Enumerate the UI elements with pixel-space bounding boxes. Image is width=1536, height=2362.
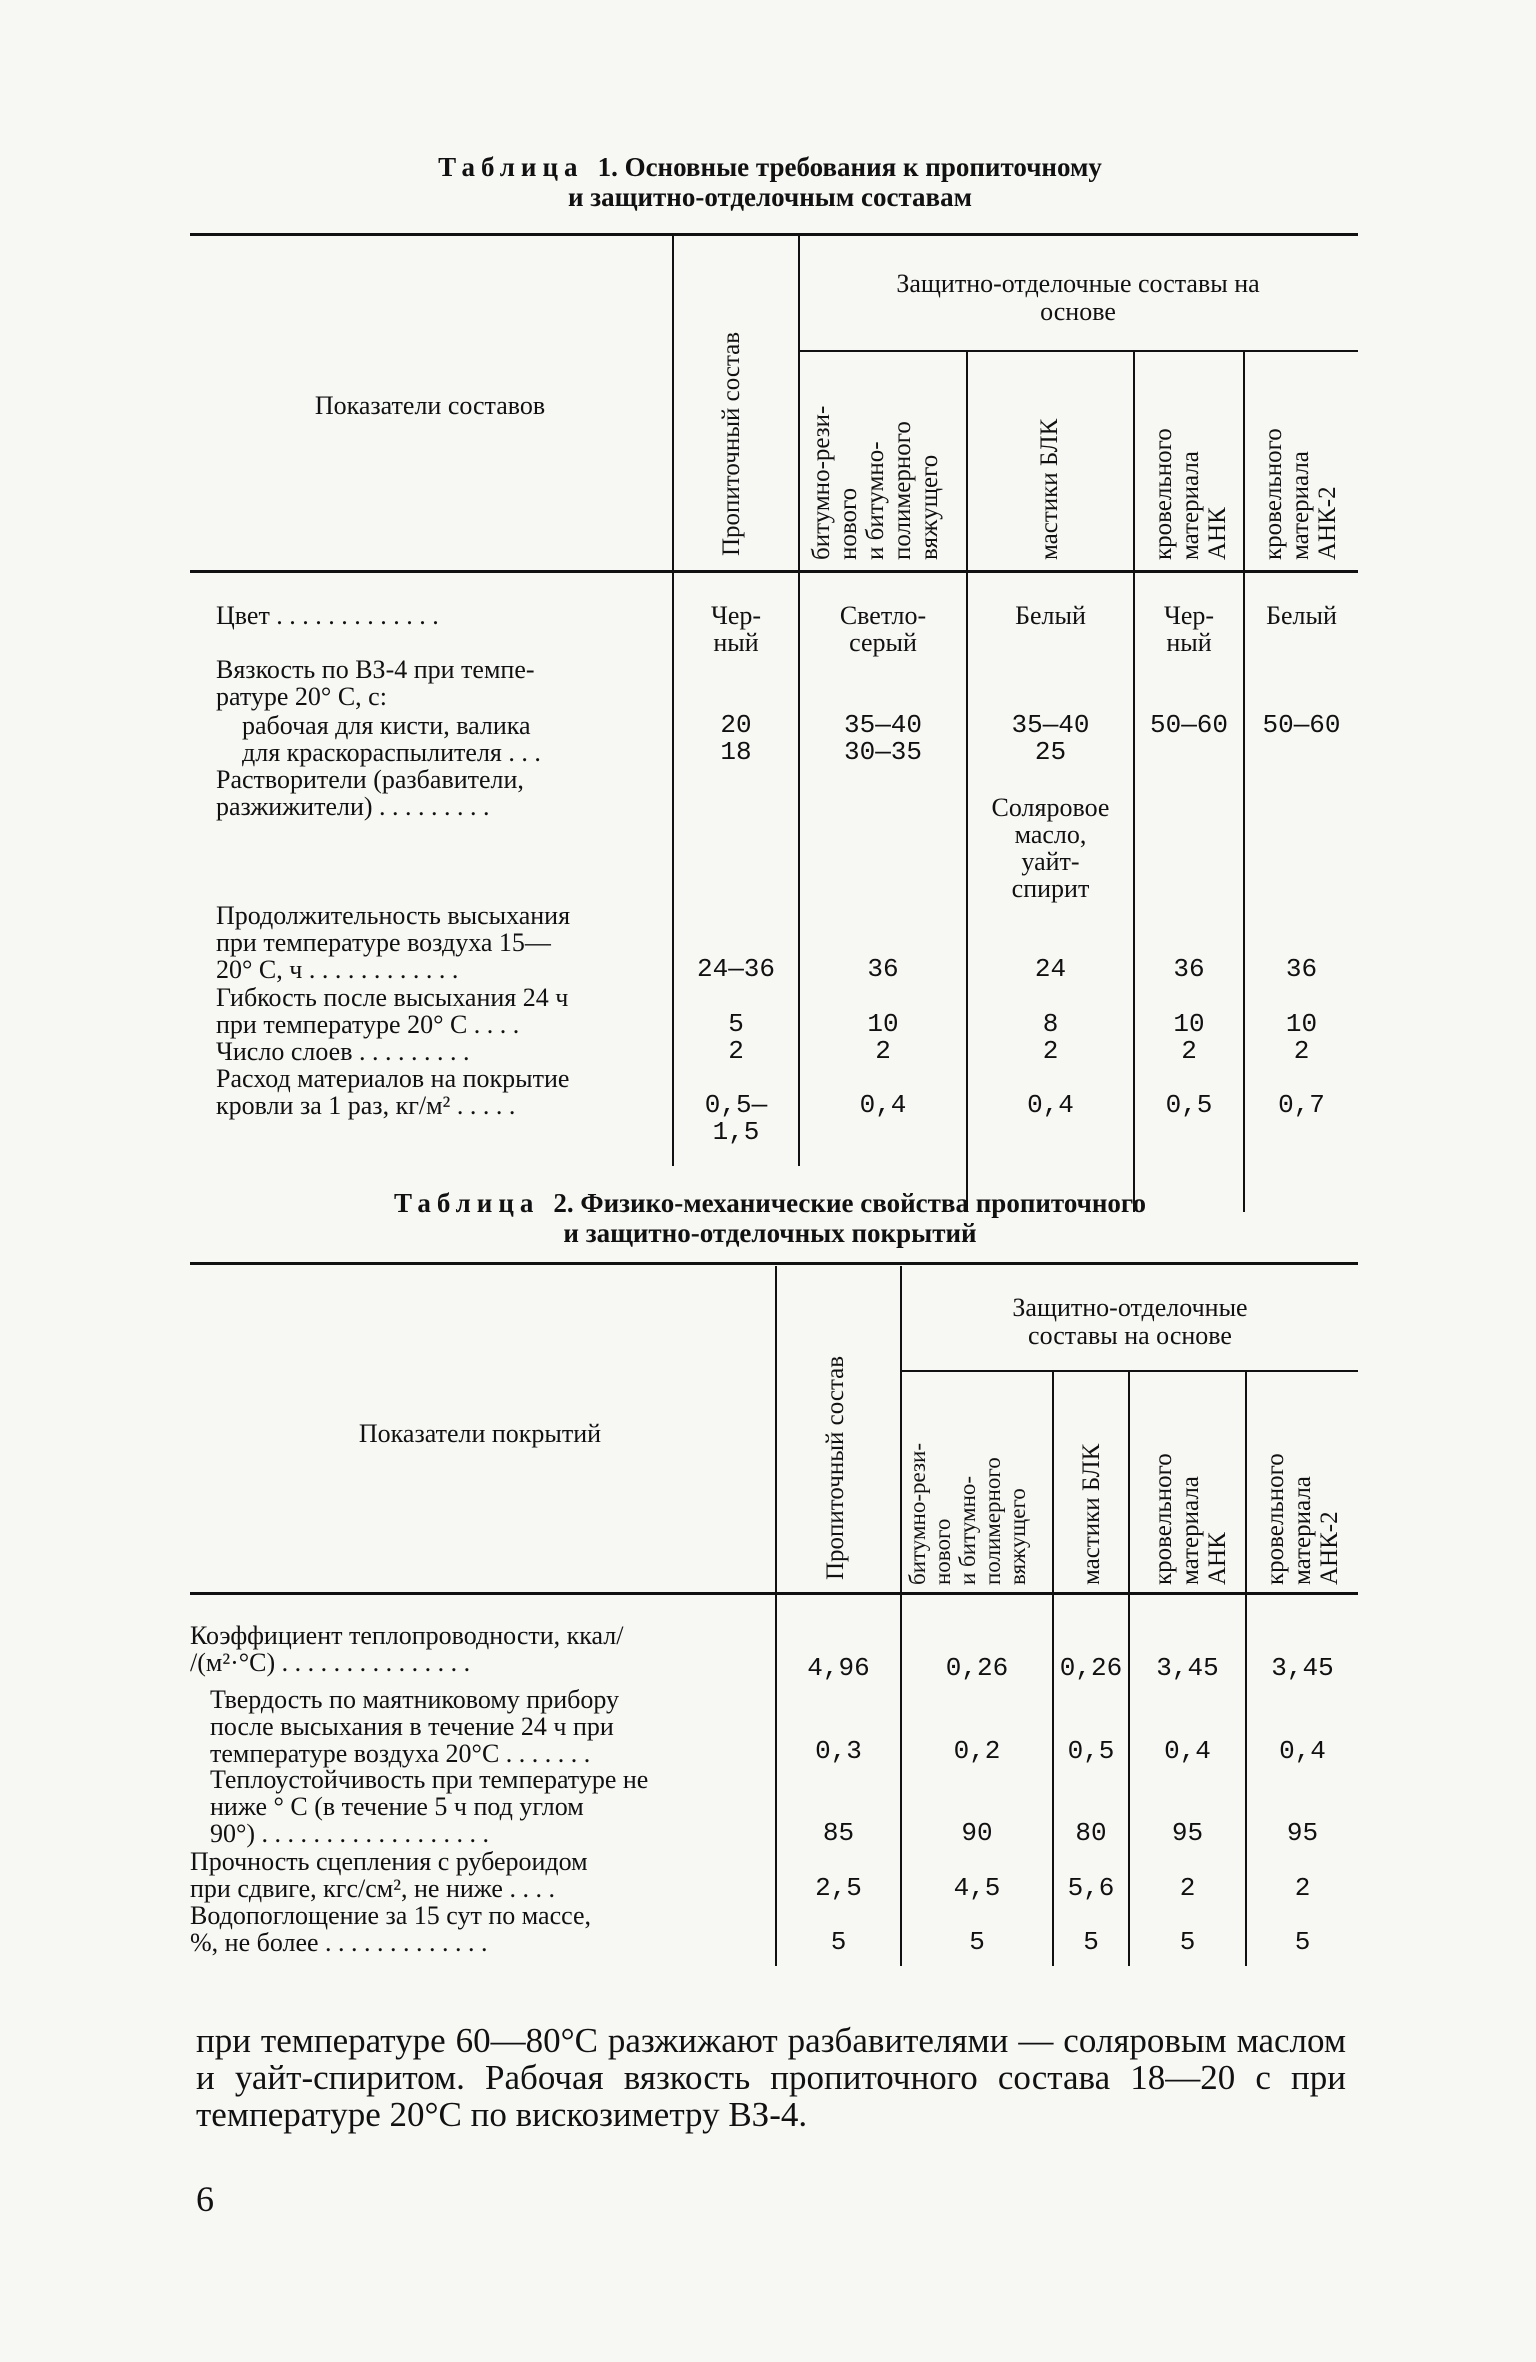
table1-caption-line2: и защитно-отделочным составам xyxy=(568,182,972,212)
table1-cell: Чер- ный xyxy=(710,601,762,657)
table1-header-indicator: Показатели составов xyxy=(314,391,546,420)
table1-row-label: Расход материалов на покрытие кровли за 1 раз, кг/м² . . . . . xyxy=(216,1064,570,1120)
table1-cell: 2 xyxy=(875,1036,891,1066)
table2-caption-num: 2. xyxy=(553,1188,574,1218)
table1-cell: 2 xyxy=(1181,1036,1197,1066)
table2-cell: 0,5 xyxy=(1067,1736,1115,1766)
table2-caption xyxy=(190,1188,1350,1248)
table2-header-indicator: Показатели покрытий xyxy=(358,1419,602,1448)
table1-header-group: Защитно-отделочные составы на основе xyxy=(896,269,1260,326)
table2-cell: 0,2 xyxy=(953,1736,1001,1766)
table1-col-divider xyxy=(1243,352,1245,1212)
table1-col-divider xyxy=(1133,352,1135,1212)
table2-cell: 5 xyxy=(969,1927,985,1957)
table1-cell: 0,7 xyxy=(1278,1090,1325,1120)
table2-cell: 2 xyxy=(1294,1873,1311,1903)
table1-row-label: Вязкость по ВЗ-4 при темпе- ратуре 20° С, с: xyxy=(216,655,535,711)
table2-row-label: Теплоустойчивость при температуре не ниже ° С (в течение 5 ч под углом 90°) . . . . . . . . . . . . . . . . . . xyxy=(210,1765,649,1848)
table1-cell: 50—60 xyxy=(1149,710,1228,740)
table2-cell: 3,45 xyxy=(1156,1653,1219,1683)
table1-cell: 10 xyxy=(1285,1009,1318,1039)
table1-row-label: Продолжительность высыхания при температуре воздуха 15— 20° С, ч . . . . . . . . . . . . xyxy=(216,901,571,984)
table1-cell: 36 xyxy=(1173,954,1205,984)
table2-col-divider xyxy=(900,1266,902,1966)
table2-row-label: Твердость по маятниковому прибору после высыхания в течение 24 ч при температуре воздуха 20°С . . . . . . . xyxy=(210,1685,620,1768)
table1-cell: Белый xyxy=(1266,601,1337,630)
table2-cell: 0,3 xyxy=(815,1736,862,1766)
table1-row-label: Цвет . . . . . . . . . . . . . xyxy=(216,601,439,630)
table2-cell: 90 xyxy=(961,1818,993,1848)
table2-caption-text: Физико-механические свойства пропиточного xyxy=(580,1188,1147,1218)
table1-cell: 0,4 xyxy=(859,1090,907,1120)
table2-cell: 5,6 xyxy=(1067,1873,1115,1903)
table1-col-divider xyxy=(966,352,968,1212)
table1-row-label: Растворители (разбавители, разжижители) . . . . . . . . . xyxy=(216,765,524,821)
table1-group-rule xyxy=(798,350,1358,352)
table2-header-sub: кровельного материала АНК-2 xyxy=(1262,1453,1343,1585)
table2-row-label: Водопоглощение за 15 сут по массе, %, не более . . . . . . . . . . . . . xyxy=(190,1901,592,1957)
table1-cell: 2 xyxy=(1042,1036,1059,1066)
table1-cell: 8 xyxy=(1042,1009,1059,1039)
table1-top-rule xyxy=(190,233,1358,236)
table2-header-rule xyxy=(190,1592,1358,1595)
table2-col-divider xyxy=(775,1266,777,1966)
table1-cell: 0,5 xyxy=(1165,1090,1213,1120)
table1-header-impregnating: Пропиточный состав xyxy=(718,331,745,556)
table1-caption-word: Таблица xyxy=(438,152,584,182)
table2-cell: 5 xyxy=(1083,1927,1099,1957)
page-number: 6 xyxy=(196,2179,214,2219)
table1-row-label: Гибкость после высыхания 24 ч при температуре 20° С . . . . xyxy=(216,983,569,1039)
table1-cell: 2 xyxy=(1293,1036,1310,1066)
body-paragraph: при температуре 60—80°С разжижают разбавителями — соляровым маслом и уайт-спиритом. Рабочая вязкость пропиточного состава 18—20 с при температуре 20°С по вискозиметру ВЗ-4. xyxy=(196,2021,1346,2134)
table1-caption-num: 1. xyxy=(597,152,618,182)
table2-header-sub: мастики БЛК xyxy=(1078,1443,1105,1585)
table2-cell: 0,4 xyxy=(1164,1736,1211,1766)
table2-cell: 95 xyxy=(1171,1818,1204,1848)
table2-header-sub: кровельного материала АНК xyxy=(1150,1453,1231,1585)
table2-cell: 3,45 xyxy=(1271,1653,1334,1683)
table1-header-rule xyxy=(190,570,1358,573)
table1-cell: 10 xyxy=(867,1009,899,1039)
table2-cell: 2 xyxy=(1179,1873,1196,1903)
table1-cell: Светло- серый xyxy=(839,601,927,657)
table1-row-label: Число слоев . . . . . . . . . xyxy=(216,1037,470,1066)
table1-cell: 35—40 25 xyxy=(1011,710,1090,767)
table1-cell: 0,4 xyxy=(1027,1090,1074,1120)
table2-cell: 80 xyxy=(1075,1818,1107,1848)
table2-header-sub: битумно-рези- нового и битумно- полимерного вяжущего xyxy=(905,1442,1030,1585)
table2-cell: 0,26 xyxy=(1059,1653,1123,1683)
table1-cell: 24 xyxy=(1034,954,1067,984)
table2-cell: 85 xyxy=(822,1818,855,1848)
table1-header-sub: кровельного материала АНК xyxy=(1150,428,1231,560)
table2-header-impregnating: Пропиточный состав xyxy=(822,1355,849,1580)
table2-row-label: Коэффициент теплопроводности, ккал/ /(м²·°С) . . . . . . . . . . . . . . . xyxy=(190,1621,624,1677)
table1-row-label: рабочая для кисти, валика для краскораспылителя . . . xyxy=(242,711,541,767)
table1-cell: 0,5— 1,5 xyxy=(704,1090,768,1147)
table1-header-sub: мастики БЛК xyxy=(1036,418,1063,560)
table1-header-sub: битумно-рези- нового и битумно- полимерного вяжущего xyxy=(808,405,943,560)
table2-cell: 0,26 xyxy=(945,1653,1009,1683)
table1-cell: 50—60 xyxy=(1262,710,1341,740)
table2-row-label: Прочность сцепления с рубероидом при сдвиге, кгс/см², не ниже . . . . xyxy=(190,1847,588,1903)
table2-caption-word: Таблица xyxy=(393,1188,540,1218)
table2-header-group: Защитно-отделочные составы на основе xyxy=(1012,1293,1248,1350)
table2-cell: 5 xyxy=(1294,1927,1311,1957)
table1-cell: 5 xyxy=(728,1009,744,1039)
table1-cell: Белый xyxy=(1015,601,1086,630)
table1-cell: Соляровое масло, уайт- спирит xyxy=(991,793,1110,903)
table1-cell: 2 xyxy=(728,1036,744,1066)
table1-cell: 36 xyxy=(1285,954,1318,984)
table2-cell: 5 xyxy=(1179,1927,1196,1957)
table2-top-rule xyxy=(190,1262,1358,1265)
table1-cell: 36 xyxy=(867,954,899,984)
table2-cell: 5 xyxy=(830,1927,847,1957)
table1-caption-text: Основные требования к пропиточному xyxy=(624,152,1102,182)
table2-cell: 4,5 xyxy=(953,1873,1001,1903)
table2-cell: 2,5 xyxy=(815,1873,862,1903)
table2-cell: 95 xyxy=(1286,1818,1319,1848)
table1-cell: 10 xyxy=(1173,1009,1205,1039)
table1-header-sub: кровельного материала АНК-2 xyxy=(1260,428,1341,560)
table1-cell: 24—36 xyxy=(696,954,775,984)
table1-cell: 35—40 30—35 xyxy=(843,710,922,767)
table1-caption xyxy=(190,152,1350,212)
table2-cell: 4,96 xyxy=(807,1653,870,1683)
table1-cell: Чер- ный xyxy=(1163,601,1215,657)
table1-cell: 20 18 xyxy=(720,710,752,767)
table2-caption-line2: и защитно-отделочных покрытий xyxy=(563,1218,977,1248)
table2-cell: 0,4 xyxy=(1279,1736,1326,1766)
